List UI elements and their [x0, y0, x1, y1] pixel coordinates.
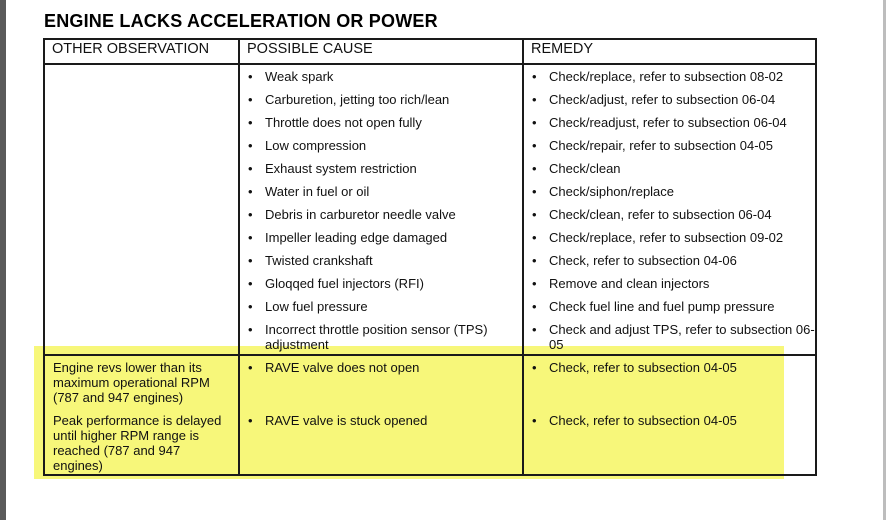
table-row [44, 355, 816, 475]
list-item: • Check/repair, refer to subsection 04-05 [524, 138, 815, 153]
list-item: • Low compression [240, 138, 522, 153]
list-item: • Low fuel pressure [240, 299, 522, 314]
list-item: • Twisted crankshaft [240, 253, 522, 268]
list-item: • Impeller leading edge damaged [240, 230, 522, 245]
list-item: • Carburetion, jetting too rich/lean [240, 92, 522, 107]
list-item: • Check/replace, refer to subsection 08-02 [524, 69, 815, 84]
list-item: • Check, refer to subsection 04-05 [524, 360, 815, 375]
list-item: • Gloqqed fuel injectors (RFI) [240, 276, 522, 291]
list-item: • Check/siphon/replace [524, 184, 815, 199]
remedy-list [524, 65, 815, 352]
list-item: • Check/readjust, refer to subsection 06-04 [524, 115, 815, 130]
cause-list [240, 356, 522, 428]
list-item: • Weak spark [240, 69, 522, 84]
cause-list [240, 65, 522, 352]
header-observation: OTHER OBSERVATION [44, 39, 239, 64]
cause-cell [239, 64, 523, 355]
observation-cell [44, 355, 239, 475]
remedy-cell [523, 64, 816, 355]
page-title: ENGINE LACKS ACCELERATION OR POWER [44, 11, 438, 31]
list-item: • Remove and clean injectors [524, 276, 815, 291]
list-item: • Exhaust system restriction [240, 161, 522, 176]
list-item: • Check fuel line and fuel pump pressure [524, 299, 815, 314]
remedy-cell [523, 355, 816, 475]
list-item: • RAVE valve is stuck opened [240, 413, 522, 428]
cause-cell [239, 355, 523, 475]
header-remedy: REMEDY [523, 39, 816, 64]
list-item: • Water in fuel or oil [240, 184, 522, 199]
table-row [44, 64, 816, 355]
observation-text: Engine revs lower than its maximum operational RPM (787 and 947 engines) [53, 360, 210, 405]
troubleshooting-table [43, 38, 817, 476]
list-item: • Check/adjust, refer to subsection 06-04 [524, 92, 815, 107]
list-item: • Check, refer to subsection 04-06 [524, 253, 815, 268]
list-item: • Incorrect throttle position sensor (TPS) adjustment [240, 322, 522, 352]
list-item: • Check/replace, refer to subsection 09-02 [524, 230, 815, 245]
list-item: • Check, refer to subsection 04-05 [524, 413, 815, 428]
list-item: • Check/clean, refer to subsection 06-04 [524, 207, 815, 222]
list-item: • Check/clean [524, 161, 815, 176]
observation-cell [44, 64, 239, 355]
troubleshooting-table-wrap [43, 38, 815, 476]
remedy-list [524, 356, 815, 428]
list-item: • Debris in carburetor needle valve [240, 207, 522, 222]
observation-text: Peak performance is delayed until higher RPM range is reached (787 and 947 engines) [53, 413, 222, 473]
list-item: • RAVE valve does not open [240, 360, 522, 375]
header-row [44, 39, 816, 64]
list-item: • Throttle does not open fully [240, 115, 522, 130]
list-item: • Check and adjust TPS, refer to subsection 06-05 [524, 322, 815, 352]
viewer-left-edge [0, 0, 6, 520]
header-cause: POSSIBLE CAUSE [239, 39, 523, 64]
